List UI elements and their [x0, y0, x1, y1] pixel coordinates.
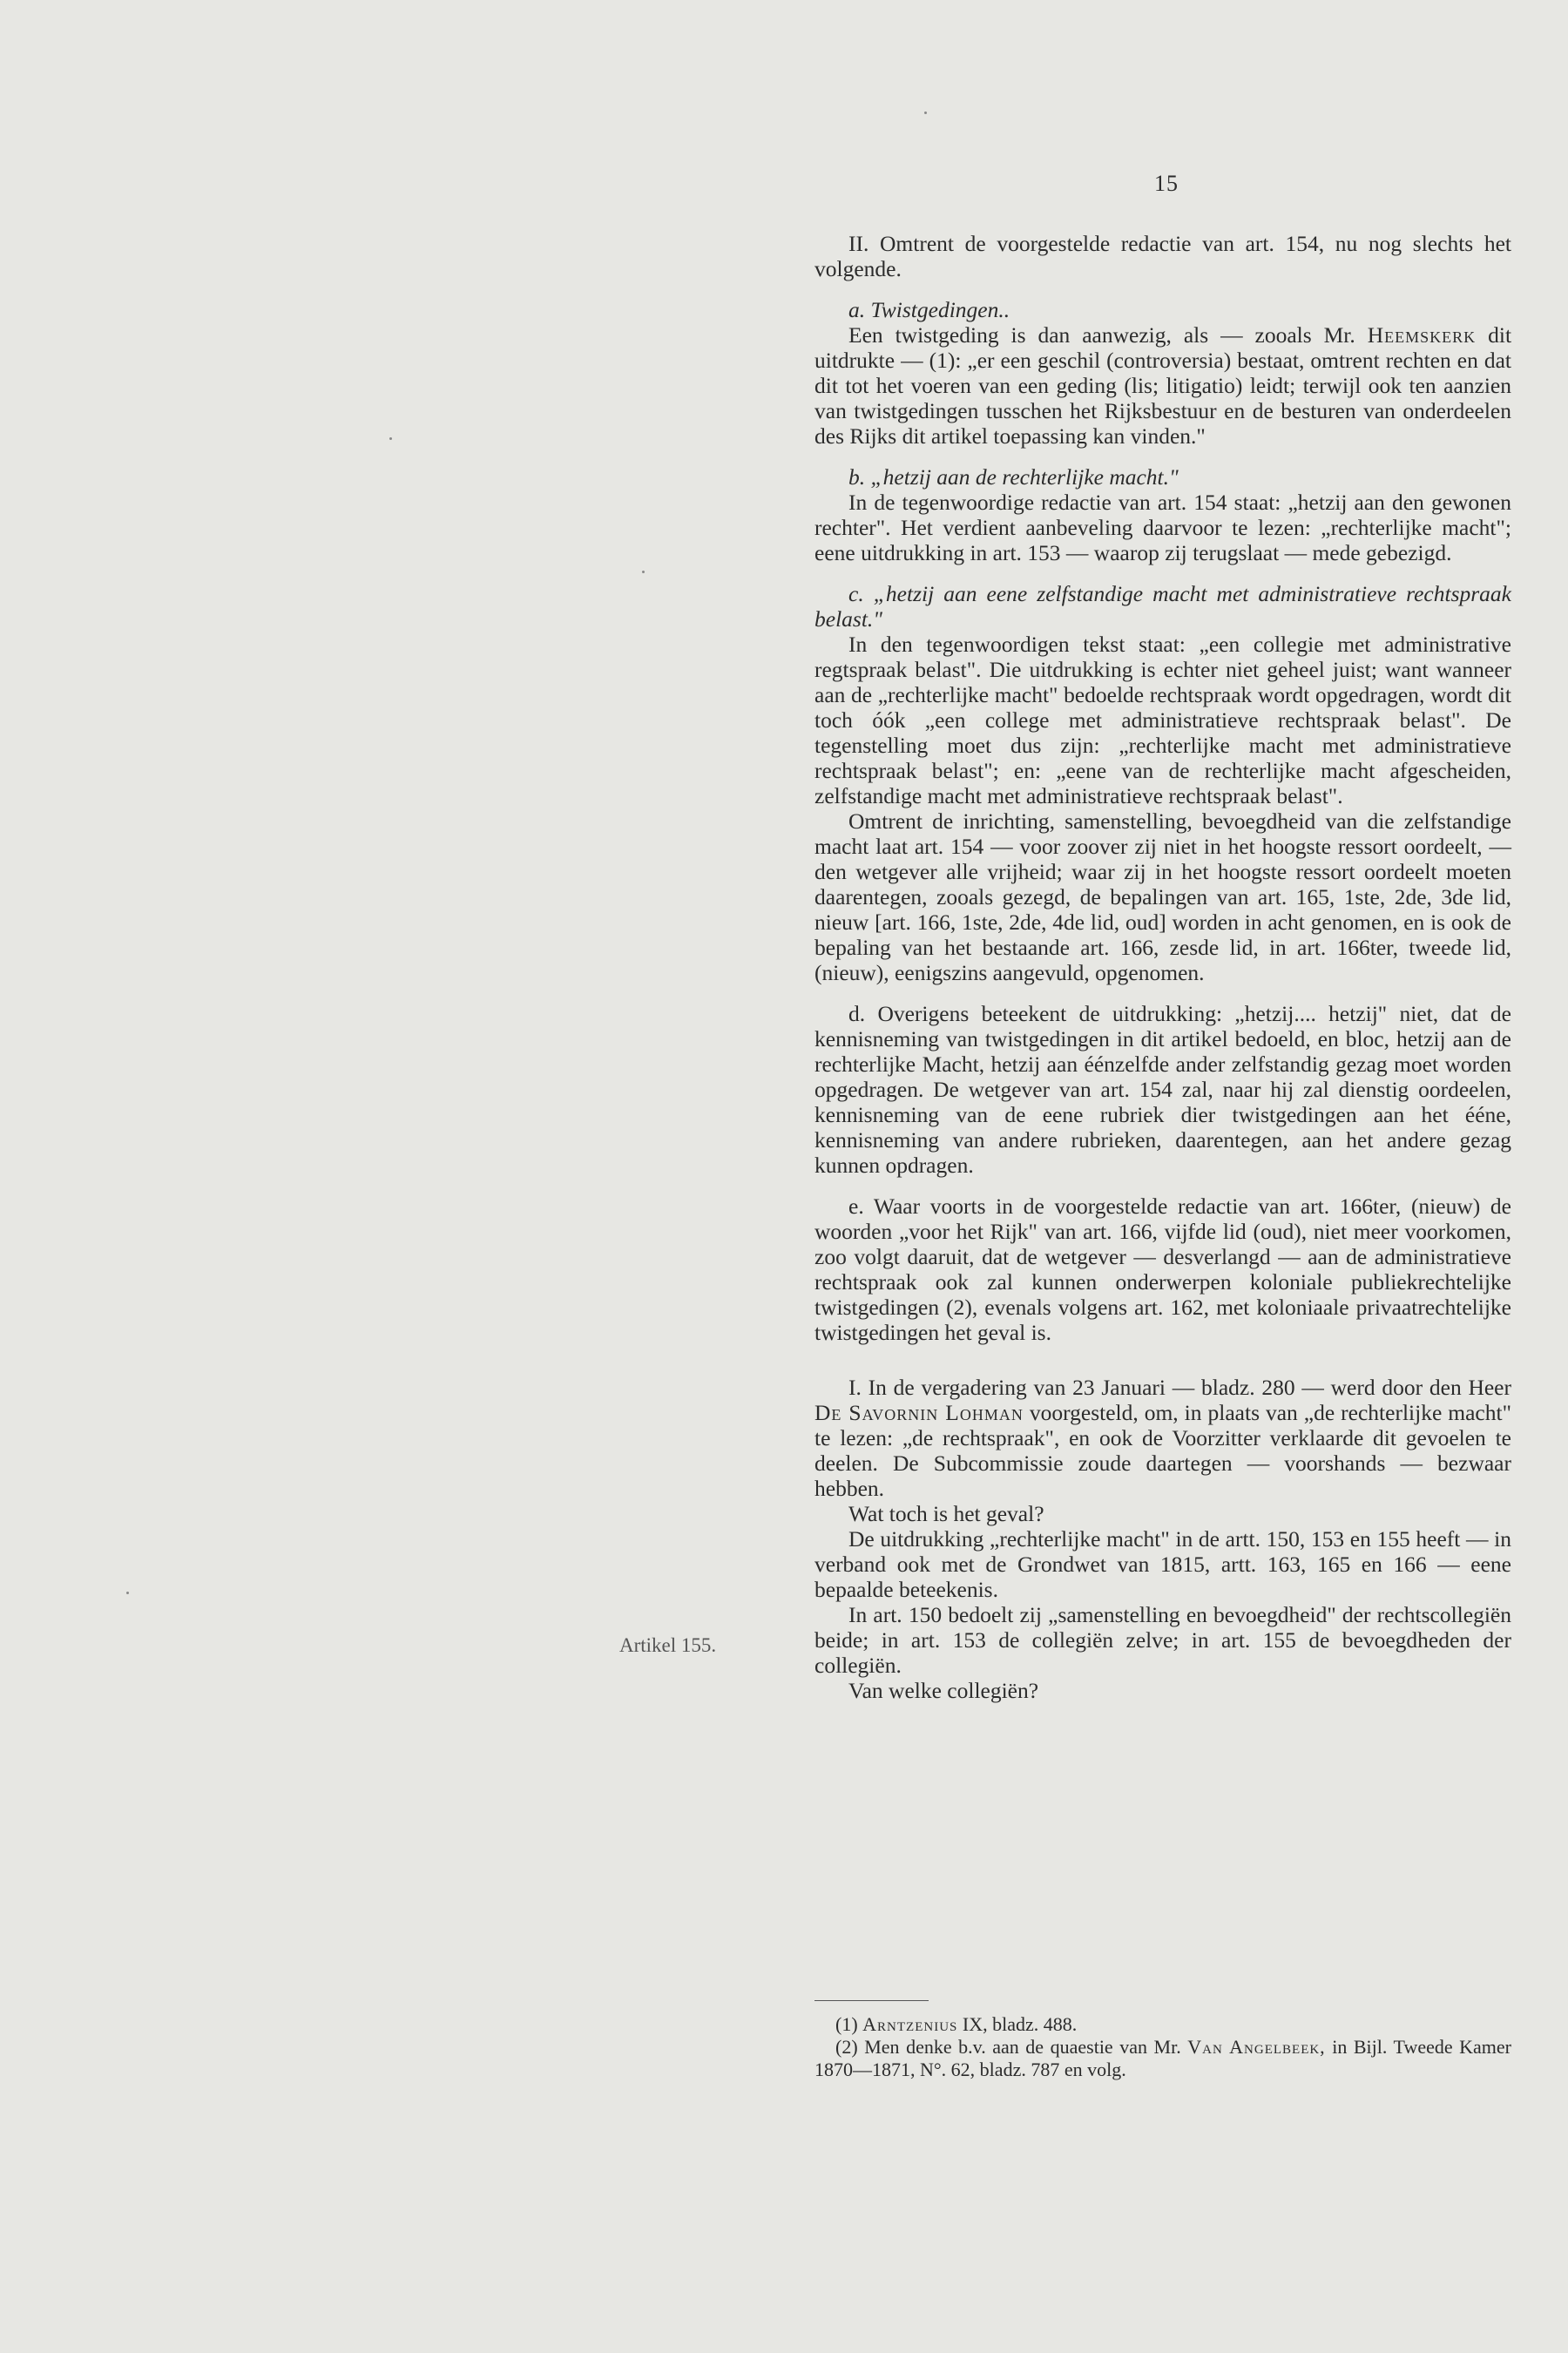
section-c-body-2: Omtrent de inrichting, samenstelling, bevoegdheid van die zelfstandige macht laat art. 154 — voor zoover zij niet in het hoogste ressort oordeelt, — den wetgever alle vrijheid; waar zij in het hoogste ressort oordeelt moeten daarentegen, zooals gezegd, de bepalingen van art. 165, 1ste, 2de, 3de lid, nieuw [art. 166, 1ste, 2de, 4de lid, oud] worden in acht genomen, en is ook de bepaling van het bestaande art. 166, zesde lid, in art. 166ter, tweede lid, (nieuw), eenigszins aangevuld, opgenomen.: [814, 808, 1511, 985]
section-a-body: [814, 322, 1511, 449]
text-run: voorgesteld, om, in plaats van „de rechterlijke macht" te lezen: „de rechtspraak", en ook de Voorzitter verklaarde dit gevoelen te deelen. De Subcommissie zoude daartegen — voorshands — bezwaar hebben.: [814, 1400, 1511, 1501]
paper-speck: [924, 112, 927, 114]
person-name: Heemskerk: [1367, 322, 1477, 348]
article-155-body-4: In art. 150 bedoelt zij „samenstelling en bevoegdheid" der rechtscollegiën beide; in art. 153 de collegiën zelve; in art. 155 de bevoegdheden der collegiën.: [814, 1602, 1511, 1678]
footnote-divider: [814, 2000, 929, 2001]
paper-speck: [642, 571, 645, 573]
article-155-body-3: De uitdrukking „rechterlijke macht" in de artt. 150, 153 en 155 heeft — in verband ook met de Grondwet van 1815, artt. 163, 165 en 166 — eene bepaalde beteekenis.: [814, 1526, 1511, 1602]
article-155-question-1: Wat toch is het geval?: [848, 1501, 1044, 1526]
section-d-body: d. Overigens beteekent de uitdrukking: „hetzij.... hetzij" niet, dat de kennisneming van twistgedingen in dit artikel bedoeld, en bloc, hetzij aan de rechterlijke Macht, hetzij aan éénzelfde ander zelfstandig gezag moet worden opgedragen. De wetgever van art. 154 zal, naar hij zal dienstig oordeelen, kennisneming van de eene rubriek dier twistgedingen aan het ééne, kennisneming van andere rubrieken, daarentegen, aan het andere gezag kunnen opdragen.: [814, 1001, 1511, 1178]
footnote-mark: (2): [835, 2036, 858, 2058]
section-c-body-1: In den tegenwoordigen tekst staat: „een collegie met administrative regtspraak belast". Die uitdrukking is echter niet geheel juist; want wanneer aan de „rechterlijke macht" bedoelde rechtspraak wordt opgedragen, wordt dit toch óók „een college met administratieve rechtspraak belast". De tegenstelling moet dus zijn: „rechterlijke macht met administratieve rechtspraak belast"; en: „eene van de rechterlijke macht afgescheiden, zelfstandige macht met administratieve rechtspraak belast".: [814, 632, 1511, 808]
person-name: Van Angelbeek,: [1187, 2036, 1326, 2058]
section-b-heading: b. „hetzij aan de rechterlijke macht.": [848, 464, 1179, 490]
footnote-1: [814, 2013, 1511, 2036]
section-c-heading: c. „hetzij aan eene zelfstandige macht met administratieve rechtspraak belast.": [814, 581, 1511, 632]
footnote-text: IX, bladz. 488.: [962, 2013, 1078, 2035]
article-155-body-1: [814, 1375, 1511, 1501]
footnote-text: Men denke b.v. aan de quaestie van Mr.: [864, 2036, 1181, 2058]
paragraph-intro: II. Omtrent de voorgestelde redactie van art. 154, nu nog slechts het volgende.: [814, 231, 1511, 281]
paper-speck: [126, 1592, 129, 1594]
page-number: 15: [1154, 171, 1179, 196]
section-a-heading: a. Twistgedingen..: [848, 297, 1010, 322]
author-name: Arntzenius: [862, 2013, 958, 2035]
text-run: Een twistgeding is dan aanwezig, als — zooals Mr.: [848, 322, 1355, 348]
section-b-body: In de tegenwoordige redactie van art. 154 staat: „hetzij aan den gewonen rechter". Het verdient aanbeveling daarvoor te lezen: „rechterlijke macht"; eene uitdrukking in art. 153 — waarop zij terugslaat — mede gebezigd.: [814, 490, 1511, 565]
main-text-column: [814, 231, 1511, 1703]
text-run: I. In de vergadering van 23 Januari — bladz. 280 — werd door den Heer: [848, 1375, 1511, 1400]
person-name: De Savornin Lohman: [814, 1400, 1024, 1425]
paper-speck: [389, 437, 392, 440]
text-run: dit uitdrukte — (1): „er een geschil (controversia) bestaat, omtrent rechten en dat dit tot het voeren van een geding (lis; litigatio) leidt; terwijl ook ten aanzien van twistgedingen tusschen het Rijksbestuur en de besturen van onderdeelen des Rijks dit artikel toepassing kan vinden.": [814, 322, 1512, 449]
footnote-mark: (1): [835, 2013, 858, 2035]
margin-article-label: Artikel 155.: [619, 1634, 717, 1656]
footnotes: [814, 2013, 1511, 2081]
section-e-body: e. Waar voorts in de voorgestelde redactie van art. 166ter, (nieuw) de woorden „voor het Rijk" van art. 166, vijfde lid (oud), niet meer voorkomen, zoo volgt daaruit, dat de wetgever — desverlangd — aan de administratieve rechtspraak ook zal kunnen onderwerpen koloniale publiekrechtelijke twistgedingen (2), evenals volgens art. 162, met koloniaale privaatrechtelijke twistgedingen het geval is.: [814, 1193, 1511, 1345]
article-155-question-2: Van welke collegiën?: [848, 1678, 1039, 1703]
footnote-text: in Bijl. Tweede Kamer 1870—1871, N°. 62, bladz. 787 en volg.: [814, 2036, 1512, 2080]
footnote-2: [814, 2036, 1511, 2081]
